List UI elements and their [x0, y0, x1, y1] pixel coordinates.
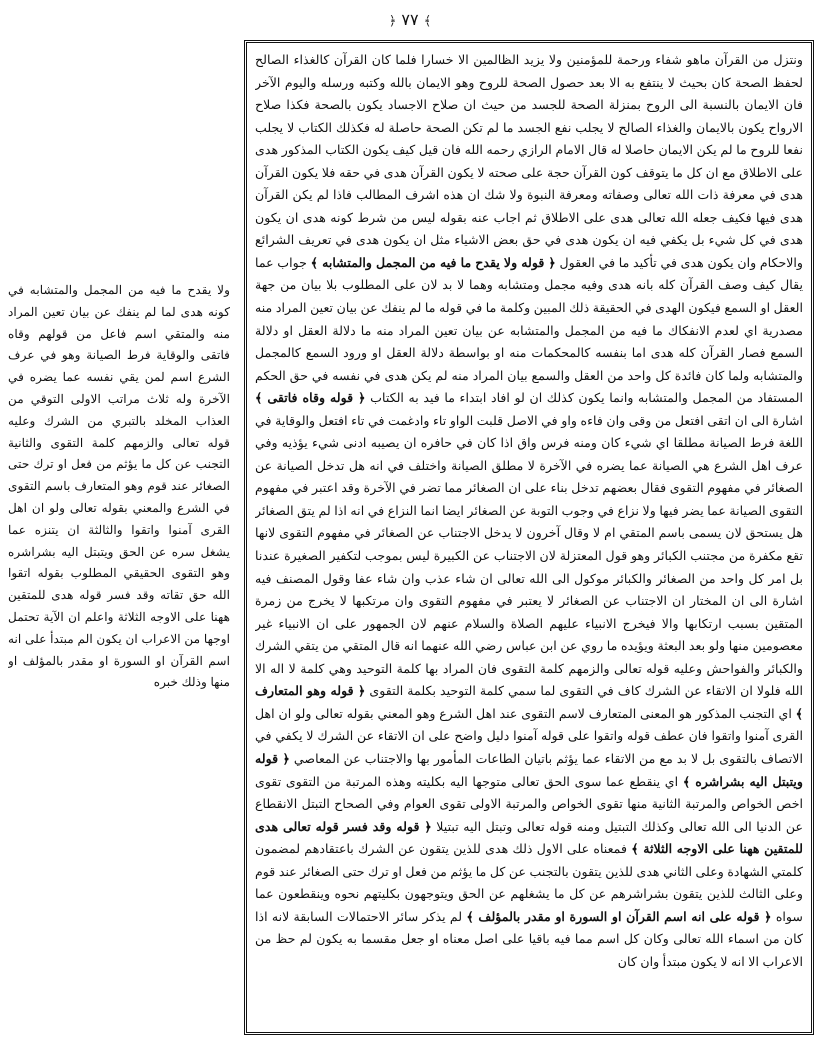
page-number-value: ٧٧ — [401, 10, 419, 29]
page-number-ornament-left: ﴿ — [388, 14, 397, 29]
lemma-heading: ﴿ قوله على انه اسم القرآن او السورة او مقدر بالمؤلف ﴾ — [466, 908, 772, 924]
lemma-heading: ﴿ قوله وقد فسر قوله تعالى هدى للمتقين ههنا على الاوجه الثلاثة ﴾ — [255, 818, 803, 857]
commentary-run: فمعناه على الاول ذلك هدى للذين يتقون عن الشرك باعتقادهم لمضمون كلمتي الشهادة وعلى الثاني هدى للذين يتقون بالتجنب عن كل ما يؤثم من فعل او ترك حتى الصغائر عند قوم وعلى الثالث للذين يتقون بشراشرهم عن كل ما يشغلهم عن الحق ويتوجهون بكليتهم نحوه وينقطعون عما سواه — [255, 841, 803, 924]
commentary-run: اشارة الى ان اتقى افتعل من وقى وان فاءه واو في الاصل قلبت الواو تاء وادغمت في تاء افتعل والوقاية في اللغة فرط الصيانة مطلقا اي شيء كان ومنه فرس واق اذا كان في حافره ان يصيبه ادنى شيء يؤذيه وفي عرف اهل الشرع هي الصيانة عما يضره في الآخرة لا مطلق الصيانة واختلف في انه هل تدخل الصيانة عن الصغائر في مفهوم التقوى فقال بعضهم تدخل بناء على ان الصغائر مما تضر في الآخرة وقد اعتبر في مفهوم التقوى الصيانة عما يضر فيها ولا نزاع في وجوب التوبة عن الصغائر ايضا انما النزاع في انه اذا لم يتق الصغائر هل يستحق لان يسمى باسم المتقي ام لا وقال آخرون لا يدخل الاجتناب عن الصغائر في مفهوم التقوى لانها تقع مكفرة من مجتنب الكبائر وهو قول المعتزلة لان الاجتناب عن الكبيرة ليس بموجب لتكفير الصغيرة عندنا بل امر كل واحد من الصغائر والكبائر موكول الى الله تعالى ان شاء عذب وان شاء عفا وقول المصنف فيه اشارة الى ان المختار ان الاجتناب عن الصغائر لا يعتبر في مفهوم التقوى وان مرتكبها لا يخرج من زمرة المتقين بسبب ارتكابها والا فيخرج الانبياء عليهم الصلاة والسلام عنهم لان الجمهور على ان الانبياء غير معصومين منها ولو بعد البعثة ويؤيده ما روي عن ابن عباس رضي الله عنهما انه قال المتقي من يتقي الشرك والكبائر والفواحش وعليه قوله تعالى والزمهم كلمة التقوى فان المراد بها كلمة التوحيد وهي كلمة لا اله الا الله فلولا ان الاتقاء عن الشرك كاف في التقوى لما سمي كلمة التوحيد بكلمة التقوى — [255, 412, 803, 699]
commentary-run: لم يذكر سائر الاحتمالات السابقة لانه اذا كان من اسماء الله تعالى وكان كل اسم مما فيه باقيا على اصل معناه او جعل مقسما به يكون لم حظ من الاعراب الا انه لا يكون مبتدأ وان كان — [255, 908, 803, 969]
lemma-heading: ﴿ قوله وهو المتعارف ﴾ — [255, 683, 803, 721]
lemma-heading: ﴿ قوله ويتبتل اليه بشراشره ﴾ — [255, 750, 803, 789]
commentary-run: ونتزل من القرآن ماهو شفاء ورحمة للمؤمنين ولا يزيد الظالمين الا خسارا فلما كان القرآن كالغذاء الصالح لحفظ الصحة كان بحيث لا ينتفع به الا بعد حصول الصحة للروح وهو الايمان بالله وكتبه ورسله واليوم الآخر فان الايمان بالنسبة الى الروح بمنزلة الصحة للجسد من حيث ان صلاح الاجساد يكون بالصحة فكذا صلاح الارواح يكون بالايمان والغذاء الصالح لا يجلب نفع الجسد ما لم تكن الصحة حاصلة له فكذلك الكتاب لا يجلب نفعا للروح ما لم يكن الايمان حاصلا له قال الامام الرازي رحمه الله فان قيل كيف يكون الكتاب المذكور هدى على الاطلاق مع ان كل ما يتوقف كون القرآن حجة على صحته لا يكون القرآن هدى في حقه فلا يكون القرآن هدى في معرفة ذات الله تعالى وصفاته ومعرفة النبوة ولا شك ان هذه اشرف المطالب فاذا لم يكن القرآن هدى فيها فكيف جعله الله تعالى هدى على الاطلاق ثم اجاب عنه بقوله ليس من شرط كونه هدى ان يكون هدى في كل شيء بل يكفي فيه ان يكون هدى في حق بعض الاشياء مثل ان يكون هدى في تعريف الشرائع والاحكام وان يكون هدى في تأكيد ما في العقول — [255, 52, 803, 270]
commentary-run: اي التجنب المذكور هو المعنى المتعارف لاسم التقوى عند اهل الشرع وهو المعني بقوله تعالى ولو ان اهل القرى آمنوا واتقوا فان عطف قوله واتقوا على قوله آمنوا دليل واضح على ان الاتقاء عن الشرك لا يكفي في الاتصاف بالتقوى بل لا بد مع من الاتقاء عما يؤثم باتيان الطاعات المأمور بها والاجتناب عن المعاصي — [255, 705, 803, 766]
margin-text-block — [8, 280, 230, 730]
margin-base-text: ولا يقدح ما فيه من المجمل والمتشابه في كونه هدى لما لم ينفك عن بيان تعين المراد منه والمتقي اسم فاعل من قولهم وقاه فاتقى والوقاية فرط الصيانة وهو في عرف الشرع اسم لمن يقي نفسه عما يضره في الآخرة وله ثلاث مراتب الاولى التوقي من العذاب المخلد بالتبري من الشرك وعليه قوله تعالى والزمهم كلمة التقوى والثانية التجنب عن كل ما يؤثم من فعل او ترك حتى الصغائر عند قوم وهو المتعارف باسم التقوى في الشرع والمعني بقوله تعالى ولو ان اهل القرى آمنوا واتقوا والثالثة ان يتنزه عما يشغل سره عن الحق ويتبتل اليه بشراشره وهو التقوى الحقيقي المطلوب بقوله اتقوا الله حق تقاته وقد فسر قوله هدى للمتقين ههنا على الاوجه الثلاثة واعلم ان الآية تحتمل اوجها من الاعراب ان يكون الم مبتدأ على انه اسم القرآن او السورة او مقدر بالمؤلف او منها وذلك خبره — [8, 283, 230, 690]
commentary-run: اي ينقطع عما سوى الحق تعالى متوجها اليه بكليته وهذه المرتبة من التقوى تقوى اخص الخواص والمرتبة الثانية منها تقوى الخواص والمرتبة الاولى تقوى العوام وفي الصحاح التبتل الانقطاع عن الدنيا الى الله تعالى وكذلك التبتيل ومنه قوله تعالى وتبتل اليه تبتيلا — [255, 773, 803, 834]
commentary-run: جواب عما يقال كيف وصف القرآن كله بانه هدى وفيه مجمل ومتشابه وهما لا بد لان على المطلوب بلا بيان من جهة العقل او السمع فيكون الهدى في الحقيقة ذلك المبين وكلمة ما في قوله ما لم ينفك عن بيان تعين المراد منه مصدرية اي لعدم الانفكاك ما فيه من المجمل والمتشابه عن بيان تعين المراد منه ما دلالة العقل او دلالة السمع فصار القرآن كله هدى اما بنفسه كالمحكمات منه او بواسطة دلالة العقل او ورود السمع كالمجمل والمتشابه ولما كان فائدة كل واحد من العقل والسمع بيان المراد منه لم يكن هدى في نفسه في حق الحكم المستفاد من المجمل والمتشابه وانما يكون كذلك ان لو افاد ابتداء ما فيد به الكتاب — [255, 254, 803, 406]
main-text-frame — [244, 40, 814, 1035]
main-commentary-text — [255, 49, 803, 1028]
lemma-heading: ﴿ قوله ولا يقدح ما فيه من المجمل والمتشابه ﴾ — [310, 254, 556, 270]
lemma-heading: ﴿ قوله وقاه فاتقى ﴾ — [255, 390, 366, 406]
page-number — [0, 10, 820, 29]
page-number-ornament-right: ﴾ — [423, 14, 432, 29]
